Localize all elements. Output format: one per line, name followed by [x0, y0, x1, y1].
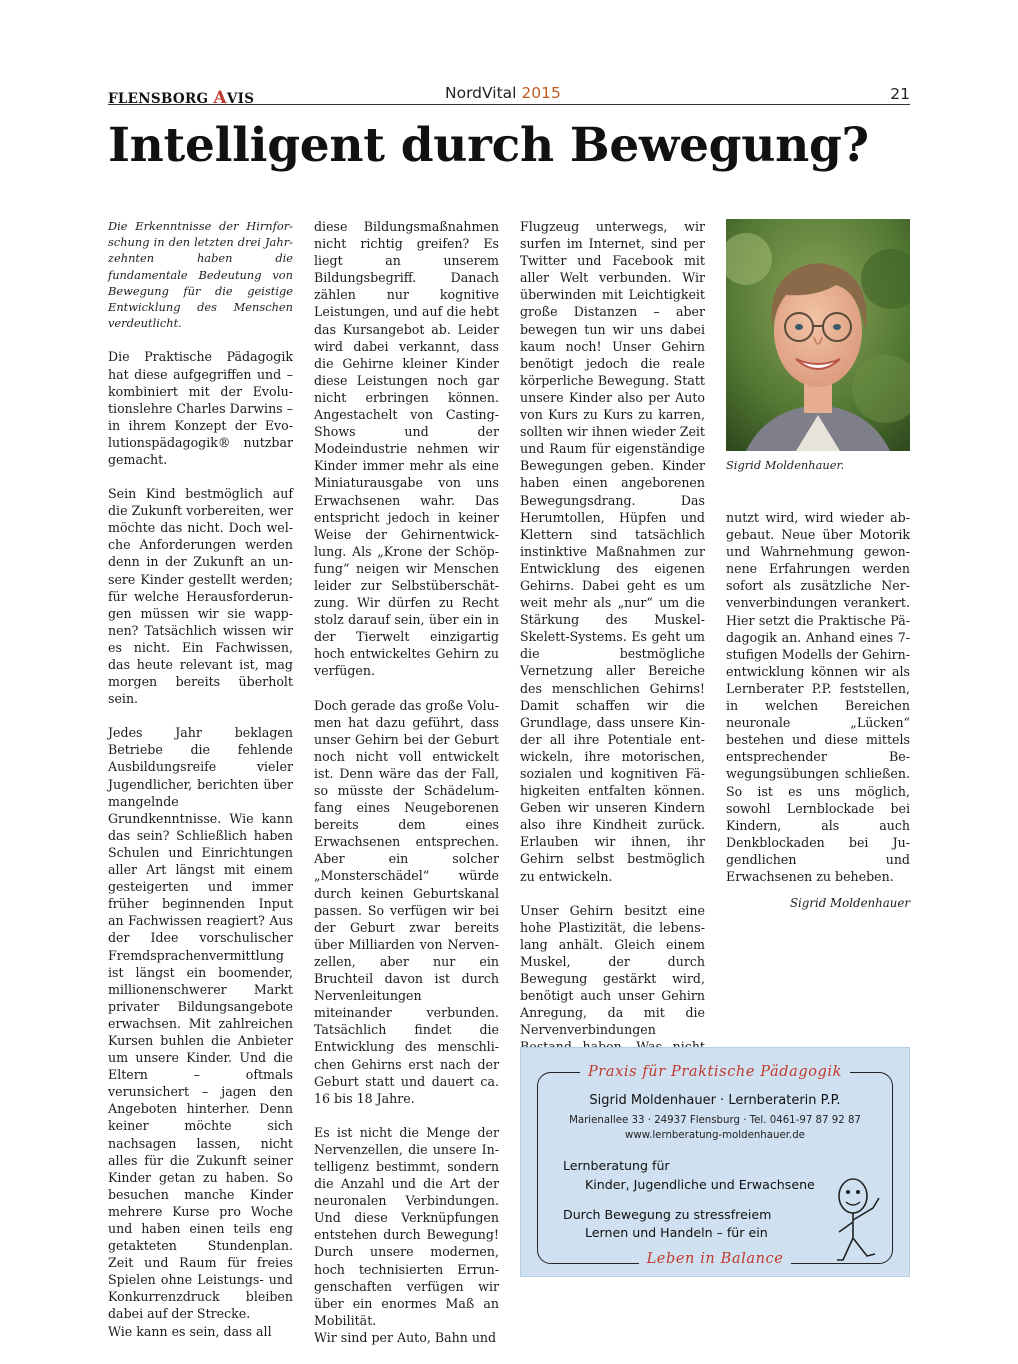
article-paragraph: Es ist nicht die Menge der Nervenzellen, die unsere Intelligenz bestimmt, sondern die Anzahl und die Art der neuronalen Verbindungen. Und diese Verknüpfungen entstehen durch Bewegung! Durch unsere modernen, hoch technisierten Errungenschaften verfügen wir über ein enormes Maß an Mobilität.	[314, 1124, 499, 1328]
article-paragraph: Wie kann es sein, dass all	[108, 1323, 272, 1339]
article-paragraph: diese Bildungsmaßnahmen nicht richtig greifen? Es liegt an unserem Bildungsbegriff. Danach zählen nur kognitive Leistungen, und auf die hebt das Kursangebot ab. Leider wird dabei verkannt, dass die Gehirne kleiner Kinder diese Leistungen noch gar nicht erbringen können. Angestachelt von Casting-Shows und der Modeindustrie nehmen wir Kinder immer mehr als eine Miniaturausgabe von uns Erwachsenen wahr. Das entspricht jedoch in keiner Weise der Gehirnentwicklung. Als „Krone der Schöpfung“ neigen wir Menschen leider zur Selbstüberschätzung. Wir dürfen zu Recht stolz darauf sein, über ein in der Tierwelt einzigartig hoch entwickeltes Gehirn zu verfügen.	[314, 219, 499, 679]
header-rule	[108, 104, 910, 105]
article-paragraph: Doch gerade das große Volumen hat dazu geführt, dass unser Gehirn bei der Geburt noch nicht voll entwickelt ist. Denn wäre das der Fall, so müsste der Schädelumfang eines Neugeborenen bereits dem eines Erwachsenen entsprechen. Aber ein solcher „Monsterschädel“ würde durch keinen Geburtskanal passen. So verfügen wir bei der Geburt zwar bereits über Milliarden von Nervenzellen, aber nur ein Bruchteil davon ist durch Nervenleitungen miteinander verbunden. Tatsächlich findet die Entwicklung des menschlichen Gehirns erst nach der Geburt statt und dauert ca. 16 bis 18 Jahre.	[314, 697, 499, 1106]
ad-name-line: Sigrid Moldenhauer · Lernberaterin P.P.	[589, 1093, 841, 1108]
photo-caption: Sigrid Moldenhauer.	[726, 458, 845, 472]
newspaper-logo: FLENSBORG AVIS	[108, 88, 255, 108]
advertisement	[520, 1047, 910, 1277]
article-paragraph: nutzt wird, wird wieder abgebaut. Neue über Motorik und Wahrnehmung gewonnene Erfahrungen werden sofort als zusätzliche Nervenverbindungen verankert. Hier setzt die Praktische Pädagogik an. Anhand eines 7-stufigen Modells der Gehirnentwicklung können wir als Lernberater P.P. feststellen, in welchen Bereichen neuronale „Lücken“ bestehen und diese mittels entsprechender Bewegungsübungen schließen. So ist es uns möglich, sowohl Lernblockade bei Kindern, als auch Denkblockaden bei Jugendlichen und Erwachsenen zu beheben.	[726, 510, 910, 884]
article-headline: Intelligent durch Bewegung?	[108, 118, 869, 173]
article-column-1	[108, 218, 293, 1340]
article-paragraph: Unser Gehirn besitzt eine hohe Plastizität, die lebenslang anhält. Gleich einem Muskel, der durch Bewegung gestärkt wird, benötigt auch unser Gehirn Anregung, da mit die Nervenverbindungen	[520, 902, 705, 1038]
article-column-4	[726, 509, 910, 929]
article-paragraph: Flugzeug unterwegs, wir surfen im Internet, sind per Twitter und Facebook mit aller Welt verbunden. Wir überwinden mit Leichtigkeit große Distanzen – aber bewegen tun wir uns dabei kaum noch! Unser Gehirn benötigt jedoch die reale körperliche Bewegung. Statt unsere Kinder also per Auto von Kurs zu Kurs zu karren, sollten wir ihnen wieder Zeit und Raum für eigenständige Bewegungen geben. Kinder haben einen angeborenen Bewegungsdrang. Das Herumtollen, Hüpfen und Klettern sind tatsächlich instinktive Maßnahmen zur Entwicklung des eigenen Gehirns. Dabei geht es um weit mehr als „nur“ um die Stärkung des Muskel-Skelett-Systems. Es geht um die bestmögliche Vernetzung aller Bereiche des menschlichen Gehirns! Damit schaffen wir die Grundlage, dass unsere Kinder all ihre Potentiale entwickeln, ihre motorischen, sozialen und kognitiven Fähigkeiten entfalten können. Geben wir unseren Kindern also ihre Kindheit zurück. Erlauben wir ihnen, ihr Gehirn selbst bestmöglich zu entwickeln.	[520, 219, 705, 884]
ad-website: www.lernberatung-moldenhauer.de	[625, 1130, 805, 1141]
ad-line-2: Kinder, Jugendliche und Erwachsene	[585, 1177, 815, 1192]
portrait-image	[726, 219, 910, 451]
article-paragraph: Die Praktische Pädagogik hat diese aufgegriffen und – kombiniert mit der Evolutionslehre Charles Darwins – in ihrem Konzept der Evolutionspädagogik® nutzbar gemacht.	[108, 349, 293, 467]
page-number: 21	[890, 85, 910, 103]
article-paragraph: Jedes Jahr beklagen Betriebe die fehlende Ausbildungsreife vieler Jugendlicher, berichten über mangelnde Grundkenntnisse. Wie kann das sein? Schließlich haben Schulen und Einrichtungen aller Art längst mit einem gesteigerten und immer früher beginnenden Input an Fachwissen reagiert? Aus der Idee vorschulischer Fremdsprachenvermittlung ist längst ein boomender, millionenschwerer Markt privater Bildungsangebote erwachsen. Mit zahlreichen Kursen buhlen die Anbieter um unsere Kinder. Und die Eltern – oftmals verunsichert – jagen den Angeboten hinterher. Denn keiner möchte sich nachsagen lassen, nicht alles für die Zukunft seiner Kinder getan zu haben. So besuchen manche Kinder mehrere Kurse pro Woche und haben einen teils eng getakteten Stundenplan. Zeit und Raum für freies Spielen ohne Leistungs- und Konkurrenzdruck bleiben dabei auf der Strecke.	[108, 725, 293, 1322]
magazine-title: NordVital 2015	[445, 84, 561, 102]
ad-line-4: Lernen und Handeln – für ein	[585, 1225, 768, 1240]
ad-footer: Leben in Balance	[521, 1248, 909, 1267]
article-paragraph: Wir sind per Auto, Bahn und	[314, 1329, 497, 1345]
ad-title: Praxis für Praktische Pädagogik	[521, 1061, 909, 1080]
page-header	[108, 84, 910, 106]
article-paragraph: Sein Kind bestmöglich auf die Zukunft vorbereiten, wer möchte das nicht. Doch welche Anforderungen werden denn in der Zukunft an unsere Kinder gestellt werden; für welche Herausforderungen müssen wir sie wappnen? Tatsächlich wissen wir es nicht. Ein Fachwissen, das heute relevant ist, mag morgen bereits überholt sein.	[108, 486, 293, 707]
article-column-2	[314, 218, 499, 1346]
author-signature: Sigrid Moldenhauer	[789, 896, 910, 911]
article-column-3	[520, 218, 705, 1073]
author-photo	[726, 219, 910, 451]
ad-line-3: Durch Bewegung zu stressfreiem	[563, 1207, 772, 1222]
article-intro: Die Erkenntnisse der Hirnforschung in den letzten drei Jahrzehnten haben die fundamentale Bedeutung von Bewegung für die geistige Entwicklung des Menschen verdeutlicht.	[108, 219, 293, 331]
ad-line-1: Lernberatung für	[563, 1158, 670, 1173]
stick-figure-icon	[829, 1176, 885, 1264]
ad-address: Marienallee 33 · 24937 Flensburg · Tel. 0461-97 87 92 87	[569, 1115, 861, 1126]
